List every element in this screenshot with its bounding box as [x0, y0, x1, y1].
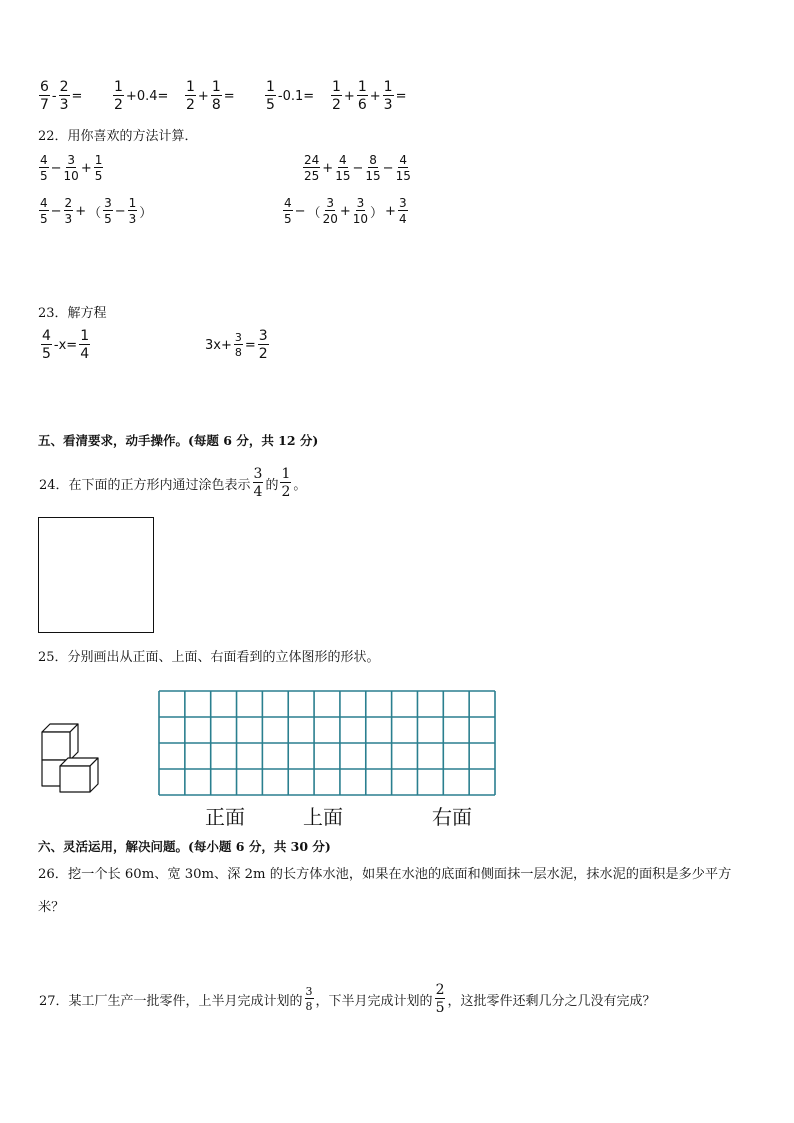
fraction: $\frac{2}{3}$ [59, 79, 69, 113]
fraction: $\frac{1}{3}$ [128, 196, 137, 226]
fraction: $\frac{1}{2}$ [186, 79, 195, 113]
fraction: $\frac{4}{5}$ [40, 196, 48, 226]
fraction: $\frac{3}{2}$ [258, 328, 268, 362]
q23-equation-2: 3x+ $\frac{3}{8}$ = $\frac{3}{2}$ [205, 328, 268, 362]
fraction: $\frac{1}{2}$ [114, 79, 123, 113]
fraction: $\frac{4}{5}$ [42, 328, 51, 362]
q22-expr-4: $\frac{4}{5}$ − （ $\frac{3}{20}$ + $\frac{3}{10}$ ） + $\frac{3}{4}$ [284, 196, 407, 226]
fraction: $\frac{1}{3}$ [383, 79, 393, 113]
section-6-heading: 六、灵活运用，解决问题。(每小题 6 分，共 30 分) [38, 839, 331, 854]
question-26-line-1: 26．挖一个长 60m、宽 30m、深 2m 的长方体水池，如果在水池的底面和侧面抹一层水泥，抹水泥的面积是多少平方 [38, 867, 732, 882]
question-26-line-2: 米？ [38, 900, 65, 915]
calc-3: $\frac{1}{2}$ + $\frac{1}{8}$ = [186, 79, 235, 113]
fraction: $\frac{1}{8}$ [211, 79, 221, 113]
q22-expr-2: $\frac{24}{25}$ + $\frac{4}{15}$ − $\frac{8}{15}$ − $\frac{4}{15}$ [304, 153, 411, 183]
q23-equation-1: $\frac{4}{5}$ -x= $\frac{1}{4}$ [42, 328, 90, 362]
fraction: $\frac{3}{10}$ [63, 153, 79, 183]
fraction: $\frac{3}{4}$ [253, 466, 263, 500]
fraction: $\frac{3}{8}$ [234, 331, 242, 359]
fraction: $\frac{3}{5}$ [104, 196, 112, 226]
question-22-title: 22．用你喜欢的方法计算． [38, 129, 198, 144]
fraction: $\frac{4}{5}$ [40, 153, 48, 183]
fraction: $\frac{1}{6}$ [357, 79, 367, 113]
drawing-grid[interactable] [158, 690, 496, 798]
fraction: $\frac{4}{15}$ [335, 153, 351, 183]
fraction: $\frac{1}{2}$ [281, 466, 291, 500]
question-23-title: 23．解方程 [38, 306, 107, 321]
fraction: $\frac{3}{4}$ [398, 196, 407, 226]
fraction: $\frac{1}{4}$ [80, 328, 90, 362]
fraction: $\frac{4}{15}$ [395, 153, 411, 183]
fraction: $\frac{1}{2}$ [332, 79, 341, 113]
fraction: $\frac{4}{5}$ [284, 196, 292, 226]
question-25-title: 25．分别画出从正面、上面、右面看到的立体图形的形状。 [38, 650, 380, 665]
q22-expr-3: $\frac{4}{5}$ − $\frac{2}{3}$ + （ $\frac{3}{5}$ − $\frac{1}{3}$ ） [40, 196, 153, 226]
fraction: $\frac{3}{8}$ [305, 985, 313, 1013]
calc-2: $\frac{1}{2}$ +0.4= [114, 79, 169, 113]
q22-expr-1: $\frac{4}{5}$ − $\frac{3}{10}$ + $\frac{1}{5}$ [40, 153, 103, 183]
calc-1: $\frac{6}{7}$ - $\frac{2}{3}$ = [40, 79, 83, 113]
calc-4: $\frac{1}{5}$ -0.1= [266, 79, 315, 113]
question-27: 27．某工厂生产一批零件，上半月完成计划的 $\frac{3}{8}$ ，下半月完成计划的 $\frac{2}{5}$ ，这批零件还剩几分之几没有完成？ [39, 982, 656, 1016]
fraction: $\frac{6}{7}$ [40, 79, 49, 113]
section-5-heading: 五、看清要求，动手操作。(每题 6 分，共 12 分) [38, 433, 319, 448]
fraction: $\frac{3}{10}$ [352, 196, 369, 226]
cube-stack-figure [38, 718, 110, 798]
calc-row-21 [38, 80, 438, 120]
fraction: $\frac{3}{20}$ [322, 196, 338, 226]
label-top-view: 上面 [303, 805, 343, 829]
shading-square[interactable] [38, 517, 154, 633]
fraction: $\frac{24}{25}$ [304, 153, 320, 183]
fraction: $\frac{2}{3}$ [64, 196, 73, 226]
calc-5: $\frac{1}{2}$ + $\frac{1}{6}$ + $\frac{1}{3}$ = [332, 79, 407, 113]
question-24: 24．在下面的正方形内通过涂色表示 $\frac{3}{4}$ 的 $\frac{1}{2}$ 。 [39, 466, 307, 500]
fraction: $\frac{8}{15}$ [365, 153, 381, 183]
fraction: $\frac{1}{5}$ [94, 153, 103, 183]
fraction: $\frac{1}{5}$ [266, 79, 275, 113]
label-front-view: 正面 [205, 805, 245, 829]
label-right-view: 右面 [432, 805, 472, 829]
fraction: $\frac{2}{5}$ [435, 982, 445, 1016]
